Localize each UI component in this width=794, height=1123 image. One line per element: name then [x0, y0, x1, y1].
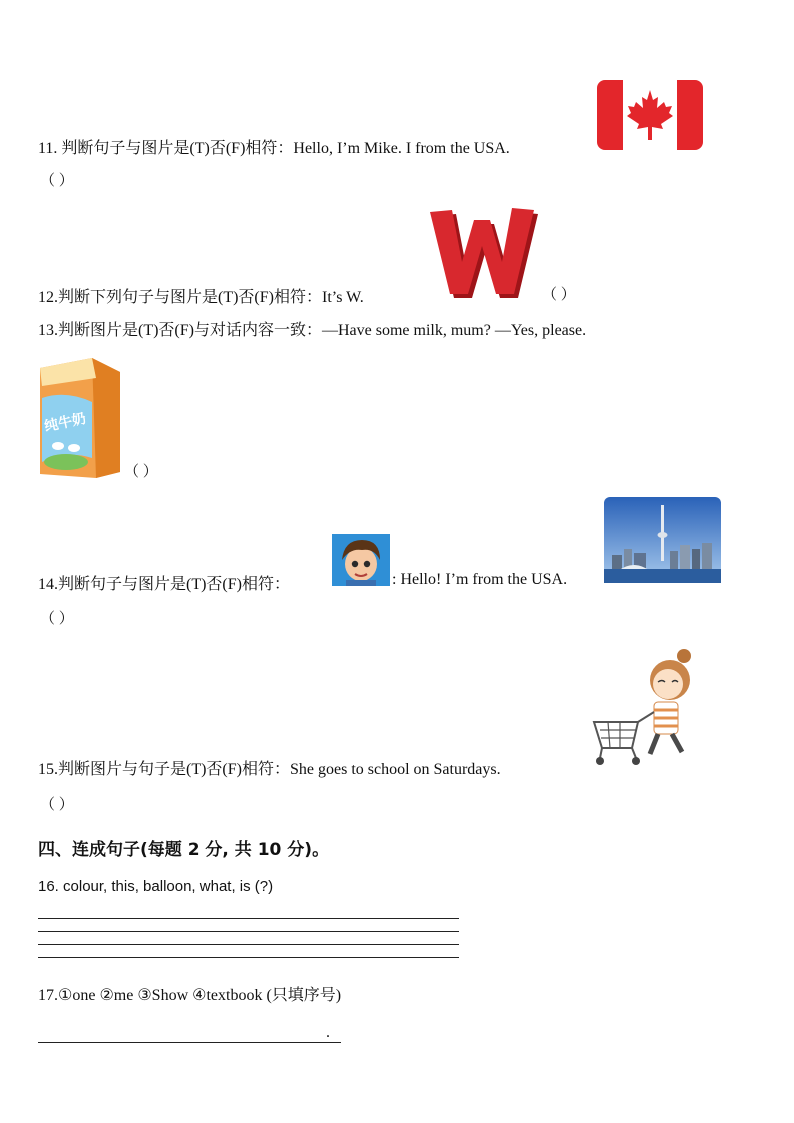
question-13-answer-blank[interactable]: （ ） — [124, 464, 158, 480]
section-4-heading: 四、连成句子(每题 2 分, 共 10 分)。 — [38, 840, 330, 860]
question-11-answer-blank[interactable]: （ ） — [40, 173, 74, 189]
question-16-text: 16. colour, this, balloon, what, is (?) — [38, 878, 274, 895]
question-17-answer-line[interactable] — [38, 1042, 341, 1043]
milk-carton-label: 纯牛奶 — [43, 410, 88, 436]
question-14-text-before: 14.判断句子与图片是(T)否(F)相符： — [38, 576, 290, 593]
question-14-answer-blank[interactable]: （ ） — [40, 611, 74, 627]
question-16-answer-line-1[interactable] — [38, 918, 459, 919]
question-12-answer-blank[interactable]: （ ） — [542, 287, 576, 303]
letter-w-icon — [426, 200, 538, 300]
question-15-text: 15.判断图片与句子是(T)否(F)相符：She goes to school on Saturdays. — [38, 761, 501, 778]
question-13-text: 13.判断图片是(T)否(F)与对话内容一致：—Have some milk, mum? —Yes, please. — [38, 322, 587, 339]
question-16-answer-line-3[interactable] — [38, 944, 459, 945]
city-skyline-icon — [604, 497, 721, 583]
question-16-answer-line-4[interactable] — [38, 957, 459, 958]
question-12-text: 12.判断下列句子与图片是(T)否(F)相符：It’s W. — [38, 289, 364, 306]
boy-avatar-icon — [332, 534, 390, 586]
question-17-text: 17.①one ②me ③Show ④textbook (只填序号) — [38, 987, 342, 1004]
question-14-text-after: : Hello! I’m from the USA. — [392, 571, 568, 588]
question-15-answer-blank[interactable]: （ ） — [40, 797, 74, 813]
question-11-text: 11. 判断句子与图片是(T)否(F)相符：Hello, I’m Mike. I from the USA. — [38, 140, 510, 157]
question-16-answer-line-2[interactable] — [38, 931, 459, 932]
question-17-period: . — [326, 1024, 330, 1041]
milk-carton-icon — [36, 354, 122, 478]
canada-flag-icon — [597, 80, 703, 150]
girl-shopping-cart-icon — [592, 648, 696, 768]
